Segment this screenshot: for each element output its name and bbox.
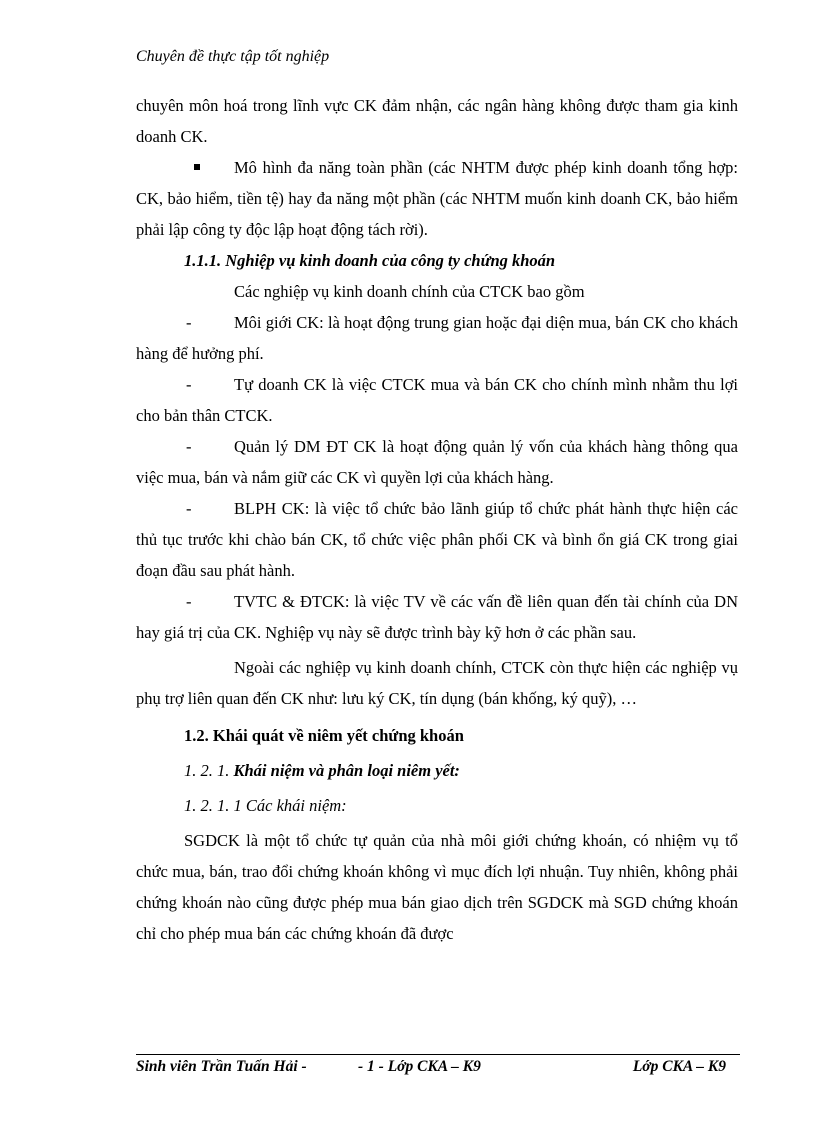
footer-class: Lớp CKA – K9 xyxy=(632,1058,726,1075)
dash-item xyxy=(136,586,738,648)
paragraph: SGDCK là một tổ chức tự quản của nhà môi giới chứng khoán, có nhiệm vụ tổ chức mua, bán, trao đổi chứng khoán không vì mục đích lợi nhuận. Tuy nhiên, không phải chứng khoán nào cũng được phép mua bán giao dịch trên SGDCK mà SGD chứng khoán chỉ cho phép mua bán các chứng khoán đã được xyxy=(136,831,738,943)
footer-page-number: - 1 - Lớp CKA – K9 xyxy=(358,1058,481,1075)
dash-item-text: BLPH CK: là việc tổ chức bảo lãnh giúp tổ chức phát hành thực hiện các thủ tục trước khi chào bán CK, tổ chức việc phân phối CK và bình ổn giá CK trong giai đoạn đầu sau phát hành. xyxy=(136,499,738,580)
dash-item-text: Tự doanh CK là việc CTCK mua và bán CK cho chính mình nhằm thu lợi cho bản thân CTCK. xyxy=(136,375,738,425)
dash-item xyxy=(136,431,738,493)
dash-marker: - xyxy=(186,437,192,456)
dash-marker: - xyxy=(186,499,192,518)
paragraph: chuyên môn hoá trong lĩnh vực CK đảm nhận, các ngân hàng không được tham gia kinh doanh CK. xyxy=(136,96,738,146)
dash-marker: - xyxy=(186,313,192,332)
bullet-item xyxy=(136,152,738,245)
section-heading-1-1-1: 1.1.1. Nghiệp vụ kinh doanh của công ty chứng khoán xyxy=(184,251,556,270)
section-heading-1-2: 1.2. Khái quát về niêm yết chứng khoán xyxy=(184,726,464,745)
footer-divider xyxy=(136,1054,740,1055)
page-header: Chuyên đề thực tập tốt nghiệp xyxy=(136,48,330,65)
dash-item-text: Quản lý DM ĐT CK là hoạt động quản lý vốn của khách hàng thông qua việc mua, bán và nắm giữ các CK vì quyền lợi của khách hàng. xyxy=(136,437,738,487)
document-body xyxy=(136,90,738,949)
bullet-text: Mô hình đa năng toàn phần (các NHTM được phép kinh doanh tổng hợp: CK, bảo hiểm, tiền tệ) hay đa năng một phần (các NHTM muốn kinh doanh CK, bảo hiểm phải lập công ty độc lập hoạt động tách rời). xyxy=(136,158,738,239)
heading-text: Khái niệm và phân loại niêm yết: xyxy=(233,761,460,780)
heading-number: 1. 2. 1. xyxy=(184,761,234,780)
bullet-square-icon xyxy=(194,164,200,170)
dash-item-text: TVTC & ĐTCK: là việc TV về các vấn đề liên quan đến tài chính của DN hay giá trị của CK. Nghiệp vụ này sẽ được trình bày kỹ hơn ở các phần sau. xyxy=(136,592,738,642)
dash-marker: - xyxy=(186,375,192,394)
section-heading-1-2-1-1: 1. 2. 1. 1 Các khái niệm: xyxy=(184,796,347,815)
dash-marker: - xyxy=(186,592,192,611)
footer-student: Sinh viên Trần Tuấn Hải - xyxy=(136,1058,307,1075)
dash-item xyxy=(136,369,738,431)
section-heading-1-2-1 xyxy=(136,755,738,786)
dash-item xyxy=(136,493,738,586)
dash-item-text: Môi giới CK: là hoạt động trung gian hoặc đại diện mua, bán CK cho khách hàng để hưởng phí. xyxy=(136,313,738,363)
dash-item xyxy=(136,307,738,369)
paragraph: Ngoài các nghiệp vụ kinh doanh chính, CTCK còn thực hiện các nghiệp vụ phụ trợ liên quan đến CK như: lưu ký CK, tín dụng (bán khống, ký quỹ), … xyxy=(136,658,738,708)
intro-text: Các nghiệp vụ kinh doanh chính của CTCK bao gồm xyxy=(234,282,585,301)
